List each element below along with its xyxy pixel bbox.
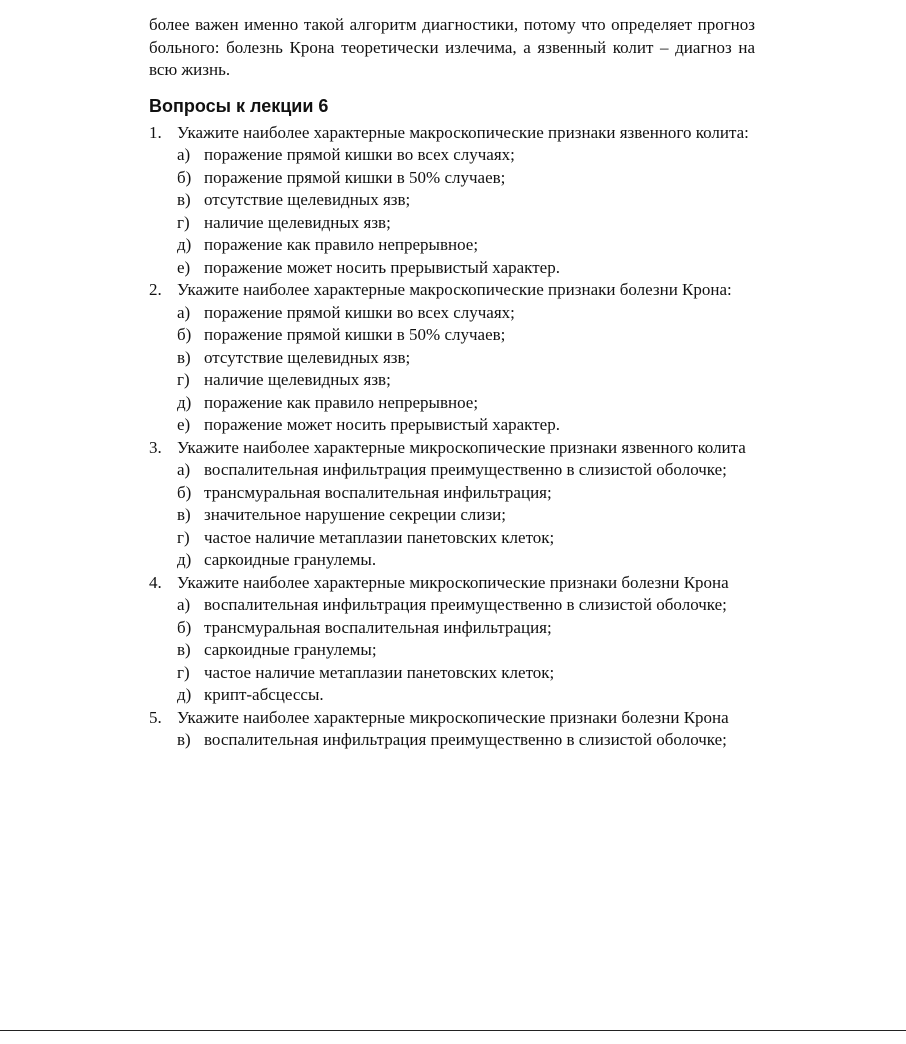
option-text: саркоидные гранулемы; [204,640,377,659]
answer-option [149,549,755,572]
option-letter: а) [177,595,191,614]
question-number: 4. [149,572,162,592]
page-bottom-rule [0,1030,906,1031]
question-item [149,707,755,730]
option-text: поражение как правило непрерывное; [204,235,479,254]
answer-option [149,347,755,370]
answer-option [149,392,755,415]
option-text: поражение может носить прерывистый характер. [204,257,560,277]
answer-option [149,324,755,347]
option-text: наличие щелевидных язв; [204,212,391,232]
answer-option [149,729,755,752]
option-letter: д) [177,685,192,704]
option-text: саркоидные гранулемы. [204,550,377,569]
answer-option [149,167,755,190]
option-text: отсутствие щелевидных язв; [204,190,411,209]
option-text: наличие щелевидных язв; [204,370,391,389]
answer-option [149,639,755,662]
answer-option [149,257,755,280]
option-text: поражение прямой кишки во всех случаях; [204,302,515,322]
option-letter: д) [177,235,192,254]
option-letter: а) [177,460,191,479]
answer-option [149,594,755,617]
answer-option [149,504,755,527]
answer-option [149,662,755,685]
answer-option [149,369,755,392]
answer-option [149,302,755,325]
option-letter: е) [177,257,191,277]
question-text: Укажите наиболее характерные микроскопические признаки болезни Крона [177,572,729,592]
option-text: частое наличие метаплазии панетовских клеток; [204,527,555,547]
option-text: поражение может носить прерывистый характер. [204,415,560,434]
option-text: трансмуральная воспалительная инфильтрация; [204,482,552,502]
option-text: воспалительная инфильтрация преимущественно в слизистой оболочке; [204,595,727,614]
question-number: 2. [149,280,162,299]
answer-option [149,212,755,235]
answer-option [149,234,755,257]
option-letter: г) [177,662,190,682]
answer-option [149,482,755,505]
option-text: воспалительная инфильтрация преимущественно в слизистой оболочке; [204,460,727,479]
option-letter: а) [177,145,191,164]
option-text: значительное нарушение секреции слизи; [204,505,506,524]
option-letter: б) [177,482,192,502]
answer-option [149,144,755,167]
option-letter: в) [177,730,191,749]
option-letter: в) [177,640,191,659]
option-text: трансмуральная воспалительная инфильтрация; [204,617,552,637]
option-letter: в) [177,505,191,524]
option-letter: г) [177,370,190,389]
option-letter: б) [177,167,192,187]
questions-list [149,122,755,752]
question-text: Укажите наиболее характерные микроскопические признаки болезни Крона [177,707,729,727]
question-item [149,437,755,460]
answer-option [149,684,755,707]
question-item [149,279,755,302]
question-text: Укажите наиболее характерные макроскопические признаки болезни Крона: [177,280,732,299]
option-letter: д) [177,392,192,412]
question-number: 5. [149,707,162,727]
option-text: отсутствие щелевидных язв; [204,347,411,367]
option-text: поражение прямой кишки в 50% случаев; [204,325,506,344]
option-letter: б) [177,617,192,637]
option-text: поражение прямой кишки во всех случаях; [204,145,515,164]
answer-option [149,617,755,640]
answer-option [149,527,755,550]
intro-paragraph: более важен именно такой алгоритм диагностики, потому что определяет прогноз больного: болезнь Крона теоретически излечима, а язвенный колит – диагноз на всю жизнь. [149,15,755,79]
option-letter: г) [177,527,190,547]
option-letter: в) [177,347,191,367]
option-text: частое наличие метаплазии панетовских клеток; [204,662,555,682]
answer-option [149,414,755,437]
option-text: поражение прямой кишки в 50% случаев; [204,167,506,187]
question-number: 3. [149,437,162,457]
option-letter: д) [177,550,192,569]
question-text: Укажите наиболее характерные макроскопические признаки язвенного колита: [177,122,749,142]
option-letter: а) [177,302,191,322]
option-text: воспалительная инфильтрация преимущественно в слизистой оболочке; [204,730,727,749]
option-letter: г) [177,212,190,232]
option-letter: б) [177,325,192,344]
option-letter: в) [177,190,191,209]
section-heading: Вопросы к лекции 6 [149,95,329,116]
answer-option [149,459,755,482]
question-text: Укажите наиболее характерные микроскопические признаки язвенного колита [177,437,746,457]
option-text: поражение как правило непрерывное; [204,392,479,412]
answer-option [149,189,755,212]
question-number: 1. [149,122,162,142]
option-text: крипт-абсцессы. [204,685,324,704]
question-item [149,122,755,145]
question-item [149,572,755,595]
option-letter: е) [177,415,191,434]
document-page [149,14,755,752]
